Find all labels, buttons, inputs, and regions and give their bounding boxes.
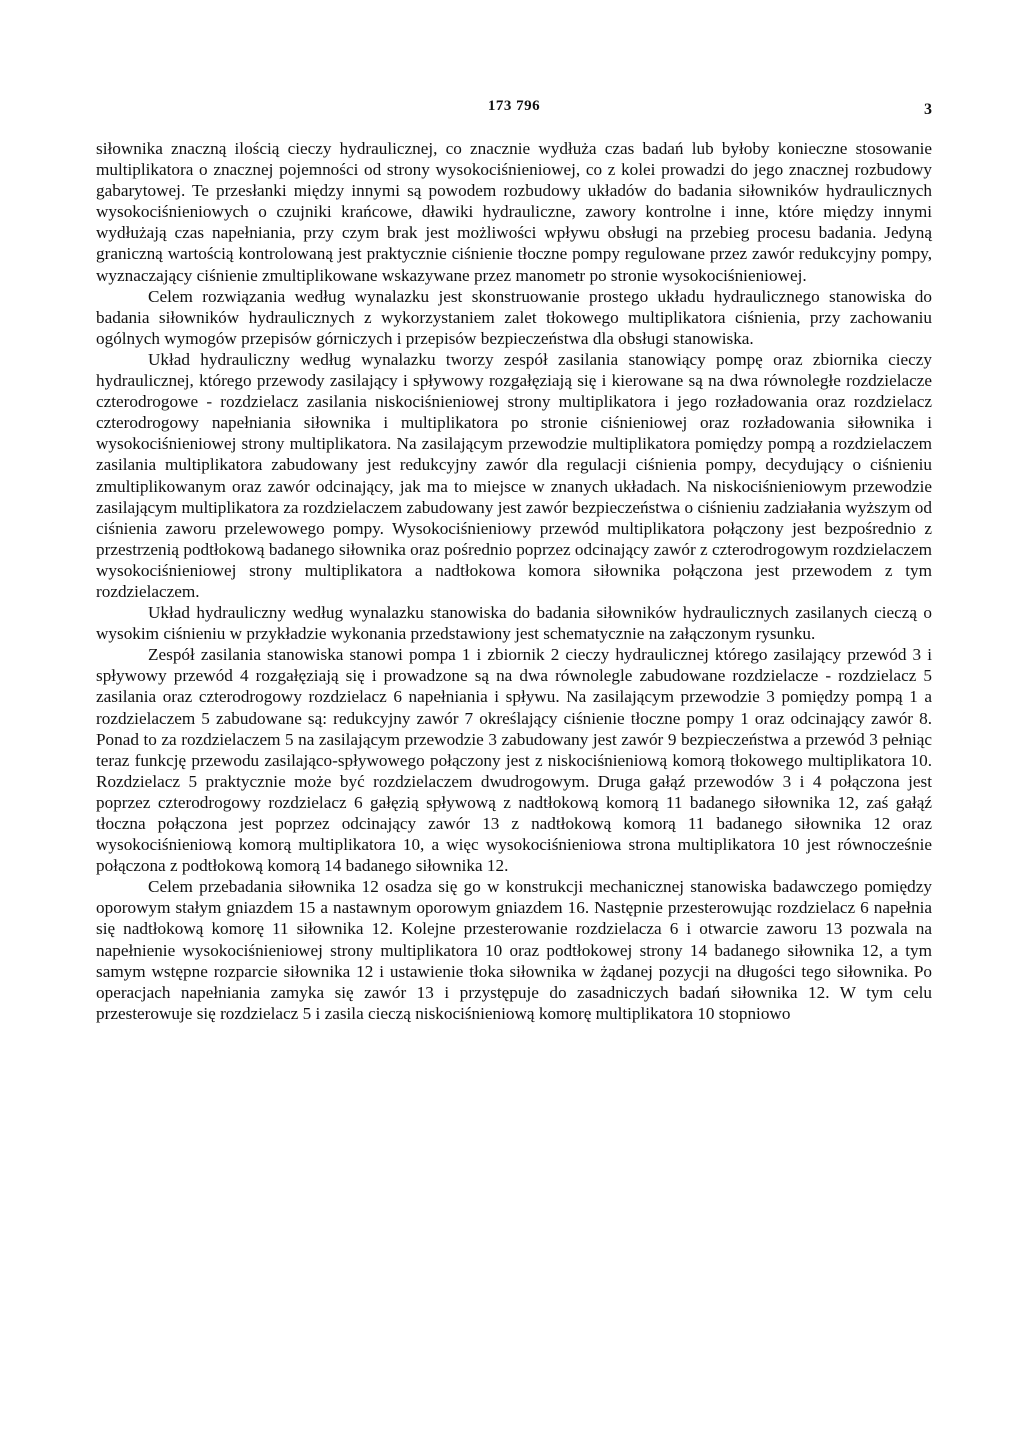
page-number: 3 [924,101,932,118]
page-header [96,98,932,122]
paragraph-continuation: siłownika znaczną ilością cieczy hydraulicznej, co znacznie wydłuża czas badań lub byłoby konieczne stosowanie multiplikatora o znacznej pojemności od strony wysokociśnieniowej, co z kolei prowadzi do jego znacznej rozbudowy gabarytowej. Te przesłanki między innymi są powodem rozbudowy układów do badania siłowników hydraulicznych wysokociśnieniowych o czujniki krańcowe, dławiki hydrauliczne, zawory kontrolne i inne, które między innymi wydłużają czas napełniania, przy czym brak jest możliwości wpływu obsługi na przebieg procesu badania. Jedyną graniczną wartością kontrolowaną jest praktycznie ciśnienie tłoczne pompy regulowane przez zawór redukcyjny pompy, wyznaczający ciśnienie zmultiplikowane wskazywane przez manometr po stronie wysokociśnieniowej. [96,139,932,285]
patent-number: 173 796 [487,98,541,114]
paragraph-embodiment: Zespół zasilania stanowiska stanowi pompa 1 i zbiornik 2 cieczy hydraulicznej którego zasilający przewód 3 i spływowy przewód 4 rozgałęziają się i prowadzone są na dwa równolegle zabudowane rozdzielacze - rozdzielacz 5 zasilania oraz czterodrogowy rozdzielacz 6 napełniania i spływu. Na zasilającym przewodzie 3 pomiędzy pompą 1 a rozdzielaczem 5 zabudowane są: redukcyjny zawór 7 określający ciśnienie tłoczne pompy 1 oraz odcinający zawór 8. Ponad to za rozdzielaczem 5 na zasilającym przewodzie 3 zabudowany jest zawór 9 bezpieczeństwa a przewód 3 pełniąc teraz funkcję przewodu zasilająco-spływowego połączony jest z niskociśnieniową komorą tłokowego multiplikatora 10. Rozdzielacz 5 praktycznie może być rozdzielaczem dwudrogowym. Druga gałąź przewodów 3 i 4 połączona jest poprzez czterodrogowy rozdzielacz 6 gałęzią spływową z nadtłokową komorą 11 badanego siłownika 12, zaś gałąź tłoczna połączona jest poprzez odcinający zawór 13 z nadtłokową komorą 11 badanego siłownika 12 oraz wysokociśnieniową komorą multiplikatora 10, a więc wysokociśnieniowa strona multiplikatora 10 jest równocześnie połączona z podtłokową komorą 14 badanego siłownika 12. [96,645,932,876]
paragraph-drawing-reference: Układ hydrauliczny według wynalazku stanowiska do badania siłowników hydraulicznych zasilanych cieczą o wysokim ciśnieniu w przykładzie wykonania przedstawiony jest schematycznie na załączonym rysunku. [96,603,932,644]
paragraph-objective: Celem rozwiązania według wynalazku jest skonstruowanie prostego układu hydraulicznego stanowiska do badania siłowników hydraulicznych z wykorzystaniem zalet tłokowego multiplikatora ciśnienia, przy zachowaniu ogólnych wymogów przepisów górniczych i przepisów bezpieczeństwa dla obsługi stanowiska. [96,286,932,348]
paragraph-system-description: Układ hydrauliczny według wynalazku tworzy zespół zasilania stanowiący pompę oraz zbiornika cieczy hydraulicznej, którego przewody zasilający i spływowy rozgałęziają się i kierowane są na dwa równoległe rozdzielacze czterodrogowe - rozdzielacz zasilania niskociśnieniowej strony multiplikatora i jego rozładowania oraz rozdzielacz czterodrogowy napełniania siłownika i multiplikatora po stronie ciśnieniowej oraz rozładowania siłownika i wysokociśnieniowej strony multiplikatora. Na zasilającym przewodzie multiplikatora pomiędzy pompą a rozdzielaczem zasilania multiplikatora zabudowany jest redukcyjny zawór dla regulacji ciśnienia pompy, decydujący o ciśnieniu zmultiplikowanym oraz zawór odcinający, jak ma to miejsce w znanych układach. Na niskociśnieniowym przewodzie zasilającym multiplikatora za rozdzielaczem zabudowany jest zawór bezpieczeństwa o ciśnieniu zadziałania wyższym od ciśnienia zaworu przelewowego pompy. Wysokociśnieniowy przewód multiplikatora połączony jest bezpośrednio z przestrzenią podtłokową badanego siłownika oraz pośrednio poprzez odcinający zawór z czterodrogowym rozdzielaczem wysokociśnieniowej strony multiplikatora a nadtłokowa komora siłownika połączona jest przewodem z tym rozdzielaczem. [96,349,932,601]
paragraph-testing-procedure: Celem przebadania siłownika 12 osadza się go w konstrukcji mechanicznej stanowiska badawczego pomiędzy oporowym stałym gniazdem 15 a nastawnym oporowym gniazdem 16. Następnie przesterowując rozdzielacz 6 napełnia się nadtłokową komorę 11 siłownika 12. Kolejne przesterowanie rozdzielacza 6 i otwarcie zaworu 13 pozwala na napełnienie wysokociśnieniowej strony multiplikatora 10 oraz podtłokowej strony 14 badanego siłownika 12, a tym samym wstępne rozparcie siłownika 12 i ustawienie tłoka siłownika w żądanej pozycji na długości tego siłownika. Po operacjach napełniania zamyka się zawór 13 i przystępuje do zasadniczych badań siłownika 12. W tym celu przesterowuje się rozdzielacz 5 i zasila cieczą niskociśnieniową komorę multiplikatora 10 stopniowo [96,877,932,1023]
document-body [96,138,932,1024]
